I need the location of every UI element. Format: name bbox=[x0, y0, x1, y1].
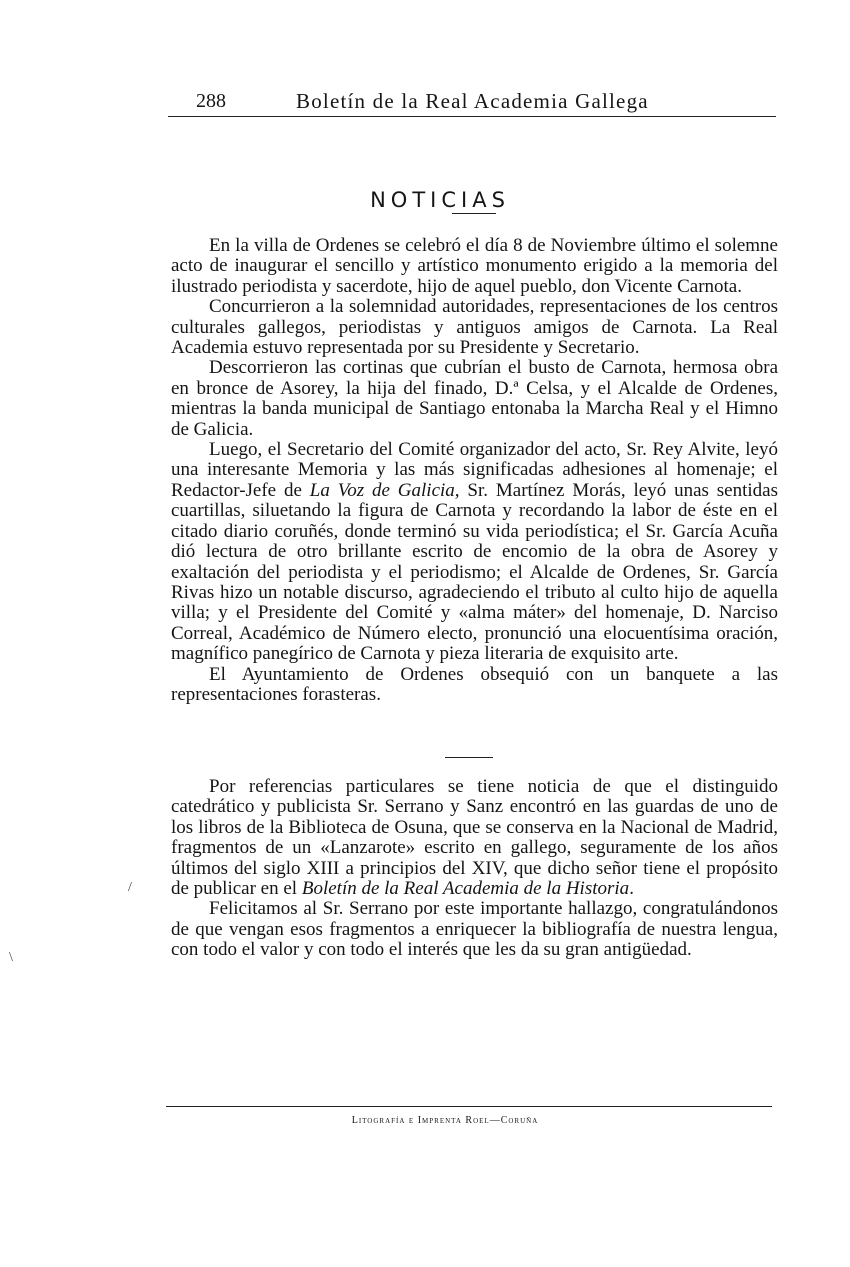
newspaper-title: La Voz de Galicia, bbox=[309, 479, 460, 501]
margin-mark: / bbox=[128, 880, 132, 895]
paragraph: El Ayuntamiento de Ordenes obsequió con un banquete a las representaciones forasteras. bbox=[171, 663, 778, 705]
title-divider bbox=[452, 213, 496, 214]
printer-imprint: Litografía e Imprenta Roel—Coruña bbox=[351, 1115, 539, 1126]
paragraph: Felicitamos al Sr. Serrano por este importante hallazgo, congratulándonos de que vengan esos fragmentos a enriquecer la bibliografía de nuestra lengua, con todo el valor y con todo el interés que les da su gran antigüedad. bbox=[171, 898, 778, 961]
paragraph: Descorrieron las cortinas que cubrían el busto de Carnota, hermosa obra en bronce de Asorey, la hija del finado, D.ª Celsa, y el Alcalde de Ordenes, mientras la banda municipal de Santiago entonaba la Marcha Real y el Himno de Galicia. bbox=[171, 357, 778, 440]
news-item-lanzarote bbox=[171, 777, 778, 961]
page-number: 288 bbox=[196, 90, 226, 112]
paragraph: Luego, el Secretario del Comité organizador del acto, Sr. Rey Alvite, leyó una interesante Memoria y las más significadas adhesiones al homenaje; el Redactor-Jefe de La Voz de Galicia, Sr. Martínez Morás, leyó unas sentidas cuartillas, siluetando la figura de Carnota y recordando la labor de éste en el citado diario coruñés, donde terminó su vida periodística; el Sr. García Acuña dió lectura de otro brillante escrito de encomio de la obra de Asorey y exaltación del periodista y el periodismo; el Alcalde de Ordenes, Sr. García Rivas hizo un notable discurso, agradeciendo el tributo al culto hijo de aquella villa; y el Presidente del Comité y «alma máter» del homenaje, D. Narciso Correal, Académico de Número electo, pronunció una elocuentísima oración, magnífico panegírico de Carnota y pieza literaria de exquisito arte. bbox=[171, 439, 778, 665]
running-header bbox=[168, 86, 776, 117]
news-divider bbox=[445, 757, 493, 758]
paragraph: Concurrieron a la solemnidad autoridades, representaciones de los centros culturales gallegos, periodistas y antiguos amigos de Carnota. La Real Academia estuvo representada por su Presidente y Secretario. bbox=[171, 296, 778, 359]
footer-rule bbox=[166, 1106, 772, 1107]
news-item-monument bbox=[171, 236, 778, 705]
journal-citation: Boletín de la Real Academia de la Historia bbox=[301, 878, 630, 900]
journal-title: Boletín de la Real Academia Gallega bbox=[296, 89, 649, 113]
paragraph: Por referencias particulares se tiene noticia de que el distinguido catedrático y publicista Sr. Serrano y Sanz encontró en las guardas de uno de los libros de la Biblioteca de Osuna, que se conserva en la Nacional de Madrid, fragmentos de un «Lanzarote» escrito en gallego, seguramente de los años últimos del siglo XIII a principios del XIV, que dicho señor tiene el propósito de publicar en el Boletín de la Real Academia de la Historia. bbox=[171, 776, 778, 900]
section-title: NOTICIAS bbox=[370, 188, 510, 213]
paragraph: En la villa de Ordenes se celebró el día 8 de Noviembre último el solemne acto de inaugurar el sencillo y artístico monumento erigido a la memoria del ilustrado periodista y sacerdote, hijo de aquel pueblo, don Vicente Carnota. bbox=[171, 235, 778, 297]
margin-mark: \ bbox=[9, 950, 13, 965]
